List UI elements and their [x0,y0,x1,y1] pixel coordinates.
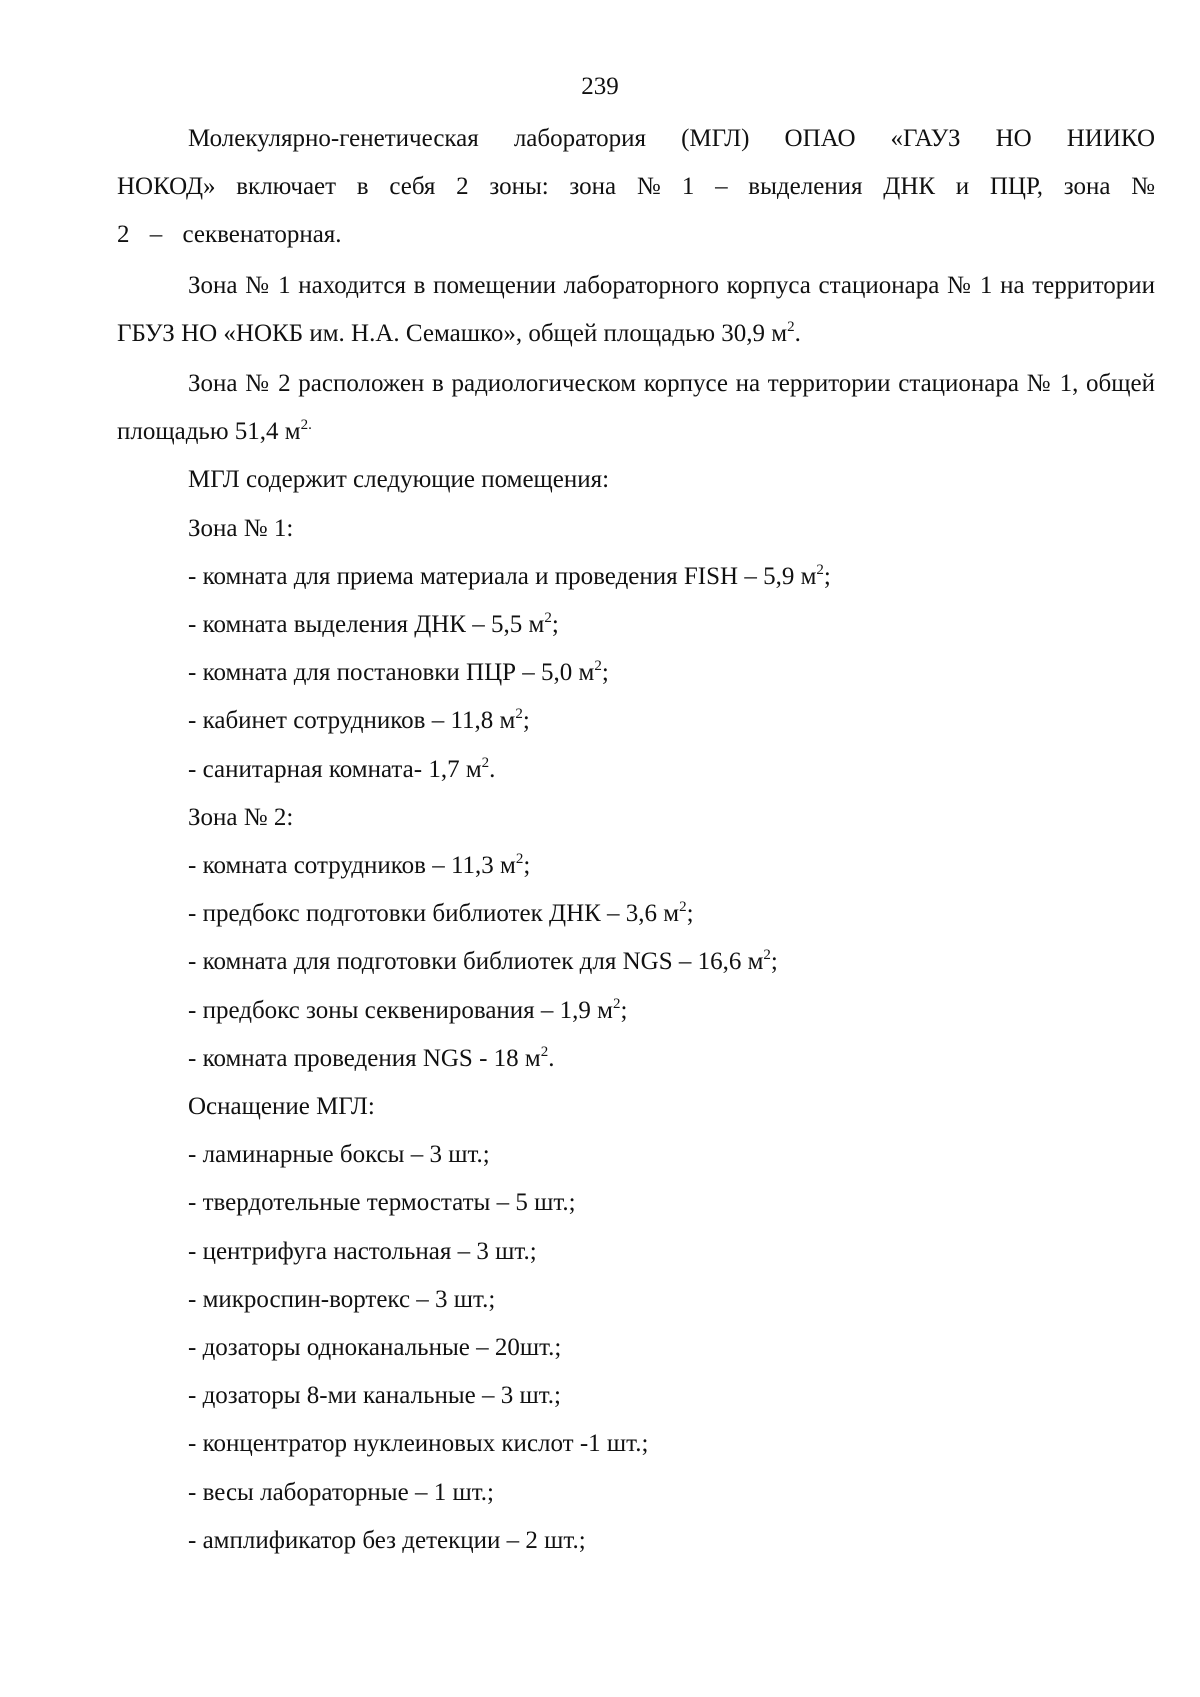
list-item [117,601,1155,649]
superscript: 2 [515,706,523,723]
item-text: - комната выделения ДНК – 5,5 м [188,611,545,639]
list-item: - ламинарные боксы – 3 шт.; [188,1141,490,1169]
list-item [117,1035,1155,1083]
item-text: - комната сотрудников – 11,3 м [188,852,516,880]
paragraph-lab-intro [117,115,1155,260]
paragraph-zone1-location [117,262,1155,358]
zone1-room-list [117,553,1155,794]
item-tail: . [548,1044,555,1072]
list-item [117,842,1155,890]
item-text: - комната для постановки ПЦР – 5,0 м [188,659,595,687]
item-tail: ; [523,852,531,880]
list-item: - дозаторы 8-ми канальные – 3 шт.; [188,1382,561,1410]
paragraph-text: Зона № 2 расположен в радиологическом корпусе на территории стационара № 1, общей площадью 51,4 м [117,370,1155,446]
item-tail: ; [522,707,530,735]
list-item: - микроспин-вортекс – 3 шт.; [188,1285,496,1313]
list-item: - твердотельные термостаты – 5 шт.; [188,1189,576,1217]
paragraph-text: Зона № 1 находится в помещении лабораторного корпуса стационара № 1 на территории ГБУЗ НО «НОКБ им. Н.А. Семашко», общей площадью 30,9 м [117,271,1155,347]
paragraph-tail: . [794,319,801,347]
list-item [117,890,1155,938]
item-tail: ; [601,659,609,687]
superscript: 2. [300,417,312,434]
item-text: - санитарная комната- 1,7 м [188,755,482,783]
list-item [117,746,1155,794]
superscript: 2 [787,318,795,335]
equipment-heading: Оснащение МГЛ: [188,1093,375,1121]
superscript: 2 [613,995,621,1012]
item-tail: ; [770,948,778,976]
superscript: 2 [679,899,687,916]
item-tail: ; [686,900,694,928]
list-item: - весы лабораторные – 1 шт.; [188,1478,494,1506]
page-number: 239 [581,73,619,100]
item-tail: ; [620,996,628,1024]
item-text: - кабинет сотрудников – 11,8 м [188,707,516,735]
list-item: - концентратор нуклеиновых кислот -1 шт.; [188,1430,649,1458]
item-text: - комната для приема материала и проведения FISH – 5,9 м [188,562,817,590]
superscript: 2 [763,947,771,964]
item-tail: . [489,755,496,783]
equipment-list [117,1131,1155,1565]
superscript: 2 [594,658,602,675]
superscript: 2 [481,754,490,771]
item-text: - комната проведения NGS - 18 м [188,1044,541,1072]
item-tail: ; [823,562,831,590]
list-item [117,553,1155,601]
zone2-heading: Зона № 2: [188,803,294,831]
item-tail: ; [551,611,559,639]
superscript: 2 [540,1043,549,1060]
item-text: - предбокс зоны секвенирования – 1,9 м [188,996,613,1024]
item-text: - комната для подготовки библиотек для NGS – 16,6 м [188,948,764,976]
paragraph-zone2-location [117,360,1155,456]
list-item [117,649,1155,697]
page-body [117,115,1155,1565]
list-item [117,938,1155,986]
list-item: - центрифуга настольная – 3 шт.; [188,1237,537,1265]
superscript: 2 [816,561,824,578]
superscript: 2 [515,851,524,868]
list-item: - амплификатор без детекции – 2 шт.; [188,1526,586,1554]
rooms-intro: МГЛ содержит следующие помещения: [188,466,610,494]
list-item [117,987,1155,1035]
item-text: - предбокс подготовки библиотек ДНК – 3,6 м [188,900,680,928]
paragraph-text: Молекулярно-генетическая лаборатория (МГЛ) ОПАО «ГАУЗ НО НИИКО НОКОД» включает в себя 2 зоны: зона № 1 – выделения ДНК и ПЦР, зона № 2 – секвенаторная. [117,125,1155,249]
list-item: - дозаторы одноканальные – 20шт.; [188,1334,562,1362]
list-item [117,697,1155,745]
zone1-heading: Зона № 1: [188,514,294,542]
zone2-room-list [117,842,1155,1083]
superscript: 2 [544,610,552,627]
